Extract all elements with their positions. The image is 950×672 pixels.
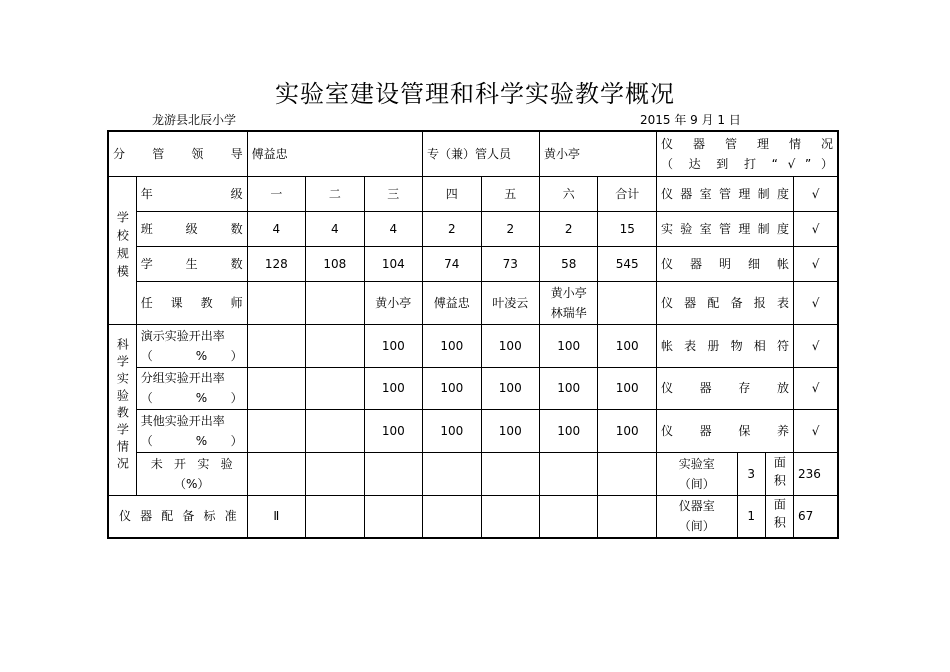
experiment-name: 分组实验开出率: [140, 371, 225, 385]
table-cell: [364, 495, 422, 538]
room-area: 67: [794, 495, 838, 538]
table-cell: 100: [481, 409, 539, 452]
table-cell: 四: [423, 176, 481, 211]
room-name: 仪器室: [678, 499, 715, 514]
row-label: 班 级 数: [136, 211, 247, 246]
table-cell: 100: [598, 324, 656, 367]
table-cell: [423, 452, 481, 495]
table-cell: 100: [540, 324, 598, 367]
mgmt-check: √: [794, 367, 838, 409]
experiment-name: 演示实验开出率: [140, 328, 225, 343]
standard-value: Ⅱ: [247, 495, 305, 538]
experiment-unit: （ % ）: [140, 348, 243, 363]
table-cell: 黄小亭 林瑞华: [540, 281, 598, 324]
table-cell: [247, 324, 305, 367]
standard-label: 仪 器 配 备 标 准: [108, 495, 247, 538]
table-cell: 100: [598, 367, 656, 409]
leader-label: 分 管 领 导: [108, 131, 247, 176]
experiment-label: [136, 324, 247, 367]
table-cell: [306, 409, 364, 452]
table-cell: 100: [423, 324, 481, 367]
experiment-label: [136, 367, 247, 409]
table-cell: 128: [247, 246, 305, 281]
mgmt-label: 仪 器 配 备 报 表: [656, 281, 793, 324]
status-header: [656, 131, 838, 176]
table-cell: 100: [423, 409, 481, 452]
table-cell: 六: [540, 176, 598, 211]
table-cell: [247, 409, 305, 452]
table-cell: 4: [247, 211, 305, 246]
mgmt-check: √: [794, 176, 838, 211]
table-row: [108, 367, 838, 409]
area-label: [765, 452, 793, 495]
experiment-label: [136, 409, 247, 452]
table-cell: [306, 281, 364, 324]
room-count: 1: [737, 495, 765, 538]
experiment-name: 未 开 实 验: [150, 456, 233, 471]
table-cell: 三: [364, 176, 422, 211]
area-label-text: 面积: [772, 498, 787, 535]
table-row: [108, 246, 838, 281]
mgmt-label: 仪 器 存 放: [656, 367, 793, 409]
table-cell: 15: [598, 211, 656, 246]
table-row: [108, 409, 838, 452]
table-cell: 100: [481, 324, 539, 367]
experiment-name: 其他实验开出率: [140, 413, 225, 428]
experiment-group-label: 科学实验教学情况: [108, 324, 136, 495]
table-cell: [306, 367, 364, 409]
table-cell: [481, 495, 539, 538]
table-cell: 58: [540, 246, 598, 281]
table-cell: 100: [540, 367, 598, 409]
table-cell: 2: [423, 211, 481, 246]
table-cell: 4: [364, 211, 422, 246]
school-name: 龙游县北辰小学: [152, 113, 237, 127]
table-cell: [598, 495, 656, 538]
room-count: 3: [737, 452, 765, 495]
mgmt-label: 实验室管理制度: [656, 211, 793, 246]
manager-name: 黄小亭: [540, 131, 657, 176]
table-cell: [364, 452, 422, 495]
table-cell: 104: [364, 246, 422, 281]
table-cell: [540, 452, 598, 495]
table-cell: 二: [306, 176, 364, 211]
scale-group-label: 学校规模: [108, 176, 136, 324]
table-cell: 100: [598, 409, 656, 452]
page-title: 实验室建设管理和科学实验教学概况: [275, 80, 675, 108]
table-cell: 一: [247, 176, 305, 211]
mgmt-check: √: [794, 324, 838, 367]
experiment-unit: （ % ）: [140, 433, 243, 448]
row-label: 学 生 数: [136, 246, 247, 281]
table-cell: 74: [423, 246, 481, 281]
table-row: [108, 281, 838, 324]
table-cell: [598, 452, 656, 495]
experiment-unit: （%）: [173, 476, 210, 491]
mgmt-label: 帐 表 册 物 相 符: [656, 324, 793, 367]
mgmt-check: √: [794, 281, 838, 324]
mgmt-check: √: [794, 409, 838, 452]
table-row: [108, 211, 838, 246]
mgmt-label: 仪器室管理制度: [656, 176, 793, 211]
table-cell: [306, 324, 364, 367]
row-label: 任 课 教 师: [136, 281, 247, 324]
row-label: 年 级: [136, 176, 247, 211]
table-cell: [423, 495, 481, 538]
experiment-label: [136, 452, 247, 495]
table-cell: 傅益忠: [423, 281, 481, 324]
table-cell: [540, 495, 598, 538]
table-cell: 2: [481, 211, 539, 246]
mgmt-label: 仪 器 明 细 帐: [656, 246, 793, 281]
mgmt-check: √: [794, 211, 838, 246]
table-cell: 五: [481, 176, 539, 211]
overview-table: [107, 130, 839, 539]
area-label: [765, 495, 793, 538]
table-cell: 100: [364, 367, 422, 409]
table-cell: [306, 452, 364, 495]
table-cell: 108: [306, 246, 364, 281]
area-label-text: 面积: [772, 455, 787, 492]
table-cell: [247, 281, 305, 324]
table-cell: [598, 281, 656, 324]
report-date: 2015 年 9 月 1 日: [640, 113, 741, 127]
room-unit: （间）: [678, 519, 715, 534]
room-label: [656, 452, 737, 495]
mgmt-check: √: [794, 246, 838, 281]
table-row: [108, 495, 838, 538]
header-row: [108, 131, 838, 176]
table-cell: [247, 452, 305, 495]
room-unit: （间）: [678, 476, 715, 491]
manager-label: 专（兼）管人员: [423, 131, 540, 176]
status-title: 仪 器 管 理 情 况: [660, 136, 833, 151]
room-label: [656, 495, 737, 538]
table-row: [108, 176, 838, 211]
experiment-unit: （ % ）: [140, 391, 243, 405]
table-cell: 叶凌云: [481, 281, 539, 324]
table-cell: 100: [423, 367, 481, 409]
room-name: 实验室: [678, 456, 715, 471]
table-cell: 2: [540, 211, 598, 246]
table-cell: 100: [540, 409, 598, 452]
status-hint: （ 达 到 打 “ √ ” ）: [660, 156, 833, 171]
table-cell: [247, 367, 305, 409]
table-row: [108, 452, 838, 495]
mgmt-label: 仪 器 保 养: [656, 409, 793, 452]
leader-name: 傅益忠: [247, 131, 422, 176]
table-cell: [306, 495, 364, 538]
table-cell: 100: [481, 367, 539, 409]
table-cell: 73: [481, 246, 539, 281]
table-cell: 100: [364, 409, 422, 452]
table-cell: 100: [364, 324, 422, 367]
table-cell: 黄小亭: [364, 281, 422, 324]
room-area: 236: [794, 452, 838, 495]
table-cell: [481, 452, 539, 495]
table-cell: 4: [306, 211, 364, 246]
table-cell: 545: [598, 246, 656, 281]
table-cell: 合计: [598, 176, 656, 211]
table-row: [108, 324, 838, 367]
